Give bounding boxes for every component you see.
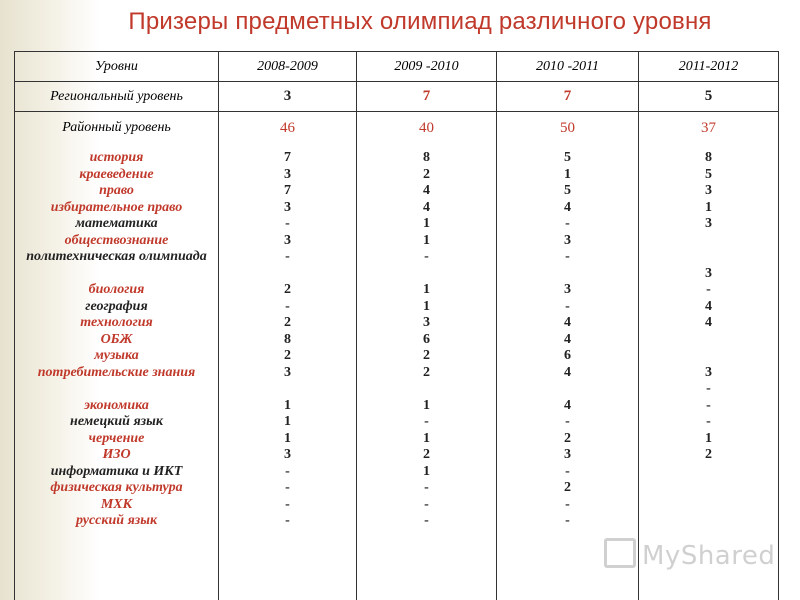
subject-value: 3 — [705, 265, 712, 281]
subject-item: краеведение — [79, 166, 154, 182]
subject-value: 4 — [564, 364, 571, 380]
district-values-cell — [639, 112, 779, 600]
subject-value: 3 — [564, 232, 571, 248]
regional-value: 5 — [639, 82, 779, 112]
subject-value: 2 — [564, 480, 571, 495]
slide-title: Призеры предметных олимпиад различного уровня — [128, 8, 712, 35]
subject-value: 2 — [705, 447, 712, 462]
subject-value: - — [706, 397, 711, 413]
subject-value — [639, 332, 778, 365]
subject-value: - — [706, 414, 711, 429]
regional-value: 7 — [497, 82, 639, 112]
subject-value: 7 — [284, 183, 291, 198]
subject-value: 1 — [423, 282, 430, 297]
header-year-2010: 2010 -2011 — [497, 52, 639, 82]
subject-value: 8 — [284, 331, 291, 347]
subject-value: 4 — [705, 315, 712, 330]
subject-item: музыка — [94, 348, 139, 363]
subject-value: 1 — [423, 397, 430, 413]
subject-value: - — [424, 480, 429, 495]
subject-item: ИЗО — [102, 447, 131, 462]
subject-value: - — [285, 249, 290, 264]
subject-value: - — [285, 463, 290, 479]
subject-value: 5 — [564, 150, 571, 165]
watermark-text: MyShared — [642, 541, 776, 571]
subject-item: избирательное право — [50, 199, 183, 215]
district-total: 37 — [701, 120, 716, 136]
subject-value: 4 — [705, 298, 712, 314]
subject-value: - — [565, 463, 570, 479]
subject-value: - — [565, 496, 570, 512]
subject-value: - — [565, 298, 570, 314]
subject-item: немецкий язык — [70, 414, 163, 429]
subject-value: - — [706, 381, 711, 396]
subject-value: 1 — [423, 463, 430, 479]
subject-item: информатика и ИКТ — [50, 463, 183, 479]
subject-value: 2 — [423, 364, 430, 380]
subject-value: - — [285, 513, 290, 528]
subject-value — [639, 233, 778, 266]
subject-value: 2 — [423, 166, 430, 182]
subject-value: 2 — [284, 348, 291, 363]
subject-value: 4 — [564, 315, 571, 330]
subject-value: 3 — [423, 315, 430, 330]
subject-value: 7 — [284, 150, 291, 165]
subject-value: 2 — [284, 315, 291, 330]
subject-value: 5 — [705, 166, 712, 182]
subject-value: - — [424, 496, 429, 512]
subject-value: 5 — [564, 183, 571, 198]
subject-value: 2 — [284, 282, 291, 297]
district-values-cell — [219, 112, 357, 600]
subject-item: математика — [75, 216, 158, 231]
subject-value: 1 — [423, 216, 430, 231]
subject-value: 8 — [705, 150, 712, 165]
district-total: 40 — [419, 120, 434, 136]
subject-item: биология — [88, 282, 145, 297]
subject-value: 1 — [423, 232, 430, 248]
subject-value: - — [706, 282, 711, 297]
subject-value: 3 — [284, 232, 291, 248]
subject-value: 2 — [564, 430, 571, 446]
subject-value: 3 — [705, 216, 712, 231]
subject-value: 3 — [284, 199, 291, 215]
subject-item: экономика — [84, 397, 149, 413]
value-list — [639, 150, 778, 464]
subject-value: 3 — [284, 364, 291, 380]
subject-value: 4 — [564, 199, 571, 215]
value-list — [357, 150, 496, 530]
district-label: Районный уровень — [62, 120, 171, 135]
district-total: 46 — [280, 120, 295, 136]
subject-value: 4 — [564, 331, 571, 347]
header-year-2009: 2009 -2010 — [357, 52, 497, 82]
myshared-watermark — [604, 538, 775, 571]
subject-value: 3 — [705, 364, 712, 380]
subject-value: 3 — [284, 447, 291, 462]
subject-value: 4 — [423, 199, 430, 215]
subject-item: физическая культура — [50, 480, 183, 495]
subject-value: 6 — [564, 348, 571, 363]
subject-value: 1 — [284, 397, 291, 413]
subject-item: русский язык — [75, 513, 158, 528]
myshared-logo-icon — [604, 538, 636, 568]
subject-value: 1 — [705, 199, 712, 215]
value-list — [219, 150, 356, 530]
subject-value: 1 — [564, 166, 571, 182]
subject-value: - — [285, 496, 290, 512]
subject-value: - — [285, 480, 290, 495]
subject-item: технология — [80, 315, 153, 330]
subject-value: 6 — [423, 331, 430, 347]
subject-item: право — [99, 183, 134, 198]
subject-value: 1 — [284, 430, 291, 446]
subject-item: история — [89, 150, 144, 165]
subject-value: 3 — [705, 183, 712, 198]
header-row — [15, 52, 779, 82]
district-row — [15, 112, 779, 600]
subject-value: - — [424, 414, 429, 429]
regional-value: 3 — [219, 82, 357, 112]
subject-value: - — [565, 414, 570, 429]
subject-value: 3 — [564, 447, 571, 462]
subject-value: 1 — [423, 298, 430, 314]
district-subjects-cell — [15, 112, 219, 600]
subject-value: - — [285, 216, 290, 231]
header-levels: Уровни — [15, 52, 219, 82]
subject-item: черчение — [88, 430, 145, 446]
district-values-cell — [357, 112, 497, 600]
district-total: 50 — [560, 120, 575, 136]
header-year-2011: 2011-2012 — [639, 52, 779, 82]
regional-value: 7 — [357, 82, 497, 112]
subject-value: - — [565, 249, 570, 264]
subject-item: МХК — [100, 496, 133, 512]
subject-value: - — [285, 298, 290, 314]
subject-list — [15, 150, 218, 530]
subject-value: 1 — [705, 430, 712, 446]
regional-label: Региональный уровень — [15, 82, 219, 112]
regional-row — [15, 82, 779, 112]
subject-value: 2 — [423, 447, 430, 462]
subject-item: география — [85, 298, 148, 314]
value-list — [497, 150, 638, 530]
subject-value: 1 — [423, 430, 430, 446]
header-year-2008: 2008-2009 — [219, 52, 357, 82]
subject-value: - — [424, 249, 429, 264]
subject-value: - — [565, 216, 570, 231]
subject-item: политехническая олимпиада — [26, 249, 207, 264]
subject-value: 3 — [284, 166, 291, 182]
subject-item: ОБЖ — [100, 331, 133, 347]
subject-value: 8 — [423, 150, 430, 165]
subject-value: 4 — [423, 183, 430, 198]
subject-value: 3 — [564, 282, 571, 297]
subject-value: 4 — [564, 397, 571, 413]
district-values-cell — [497, 112, 639, 600]
subject-value: - — [565, 513, 570, 528]
subject-item: потребительские знания — [37, 364, 196, 380]
olympiad-results-table — [14, 51, 779, 600]
subject-item: обществознание — [64, 232, 169, 248]
subject-value: 2 — [423, 348, 430, 363]
subject-value: 1 — [284, 414, 291, 429]
subject-value: - — [424, 513, 429, 528]
